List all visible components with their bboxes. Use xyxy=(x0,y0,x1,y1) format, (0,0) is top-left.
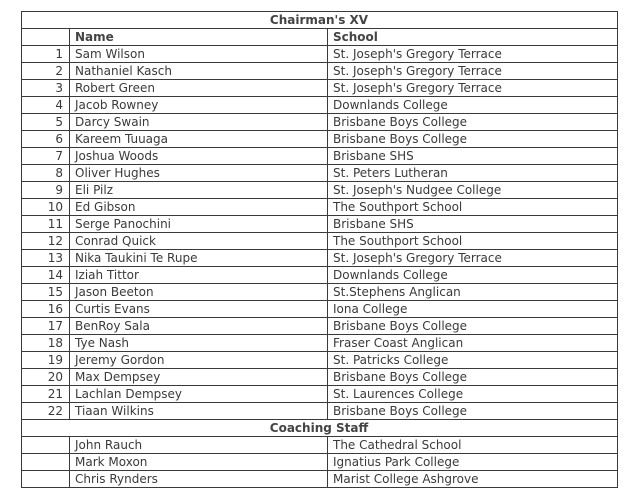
player-name: Jason Beeton xyxy=(70,284,328,301)
coach-row xyxy=(22,471,618,488)
player-school: Brisbane Boys College xyxy=(328,403,618,420)
coaching-title-row xyxy=(22,420,618,437)
player-row xyxy=(22,114,618,131)
player-name: Jacob Rowney xyxy=(70,97,328,114)
player-name: Robert Green xyxy=(70,80,328,97)
coach-school: Marist College Ashgrove xyxy=(328,471,618,488)
player-row xyxy=(22,369,618,386)
coach-school: Ignatius Park College xyxy=(328,454,618,471)
player-school: Brisbane Boys College xyxy=(328,131,618,148)
player-row xyxy=(22,46,618,63)
player-number: 13 xyxy=(22,250,70,267)
player-name: Nathaniel Kasch xyxy=(70,63,328,80)
player-number: 21 xyxy=(22,386,70,403)
coach-row xyxy=(22,454,618,471)
player-row xyxy=(22,199,618,216)
player-name: Kareem Tuuaga xyxy=(70,131,328,148)
player-name: Sam Wilson xyxy=(70,46,328,63)
player-row xyxy=(22,250,618,267)
player-school: St. Laurences College xyxy=(328,386,618,403)
player-row xyxy=(22,352,618,369)
player-name: Eli Pilz xyxy=(70,182,328,199)
player-name: Conrad Quick xyxy=(70,233,328,250)
player-school: Brisbane SHS xyxy=(328,148,618,165)
player-name: Curtis Evans xyxy=(70,301,328,318)
player-number: 8 xyxy=(22,165,70,182)
coach-name: Mark Moxon xyxy=(70,454,328,471)
player-name: Serge Panochini xyxy=(70,216,328,233)
player-row xyxy=(22,148,618,165)
player-name: BenRoy Sala xyxy=(70,318,328,335)
coach-number xyxy=(22,454,70,471)
player-row xyxy=(22,131,618,148)
player-row xyxy=(22,403,618,420)
player-school: The Southport School xyxy=(328,199,618,216)
player-name: Ed Gibson xyxy=(70,199,328,216)
player-school: Fraser Coast Anglican xyxy=(328,335,618,352)
column-header-row xyxy=(22,29,618,46)
header-name: Name xyxy=(70,29,328,46)
player-row xyxy=(22,182,618,199)
player-number: 3 xyxy=(22,80,70,97)
player-row xyxy=(22,284,618,301)
table-title: Chairman's XV xyxy=(22,12,618,29)
player-school: Downlands College xyxy=(328,267,618,284)
player-school: The Southport School xyxy=(328,233,618,250)
player-name: Iziah Tittor xyxy=(70,267,328,284)
player-number: 17 xyxy=(22,318,70,335)
player-number: 16 xyxy=(22,301,70,318)
player-name: Darcy Swain xyxy=(70,114,328,131)
player-name: Nika Taukini Te Rupe xyxy=(70,250,328,267)
player-school: Brisbane Boys College xyxy=(328,318,618,335)
player-number: 2 xyxy=(22,63,70,80)
player-school: St. Joseph's Gregory Terrace xyxy=(328,63,618,80)
player-row xyxy=(22,165,618,182)
player-name: Oliver Hughes xyxy=(70,165,328,182)
player-number: 9 xyxy=(22,182,70,199)
player-row xyxy=(22,80,618,97)
player-name: Max Dempsey xyxy=(70,369,328,386)
player-school: Brisbane SHS xyxy=(328,216,618,233)
coaching-staff-title: Coaching Staff xyxy=(22,420,618,437)
player-number: 5 xyxy=(22,114,70,131)
player-name: Jeremy Gordon xyxy=(70,352,328,369)
player-number: 6 xyxy=(22,131,70,148)
player-school: Brisbane Boys College xyxy=(328,114,618,131)
player-number: 10 xyxy=(22,199,70,216)
coach-school: The Cathedral School xyxy=(328,437,618,454)
player-row xyxy=(22,335,618,352)
player-number: 4 xyxy=(22,97,70,114)
coach-row xyxy=(22,437,618,454)
coach-number xyxy=(22,471,70,488)
player-name: Tiaan Wilkins xyxy=(70,403,328,420)
player-number: 18 xyxy=(22,335,70,352)
player-number: 14 xyxy=(22,267,70,284)
coaches-body xyxy=(22,420,618,488)
player-name: Tye Nash xyxy=(70,335,328,352)
player-school: Iona College xyxy=(328,301,618,318)
player-number: 1 xyxy=(22,46,70,63)
player-row xyxy=(22,233,618,250)
players-body xyxy=(22,46,618,420)
player-school: St. Joseph's Nudgee College xyxy=(328,182,618,199)
player-school: St. Patricks College xyxy=(328,352,618,369)
player-row xyxy=(22,267,618,284)
coach-name: Chris Rynders xyxy=(70,471,328,488)
player-school: St.Stephens Anglican xyxy=(328,284,618,301)
player-row xyxy=(22,63,618,80)
player-number: 7 xyxy=(22,148,70,165)
player-name: Lachlan Dempsey xyxy=(70,386,328,403)
coach-name: John Rauch xyxy=(70,437,328,454)
player-number: 11 xyxy=(22,216,70,233)
coach-number xyxy=(22,437,70,454)
player-school: St. Joseph's Gregory Terrace xyxy=(328,80,618,97)
player-school: St. Peters Lutheran xyxy=(328,165,618,182)
player-school: Downlands College xyxy=(328,97,618,114)
player-number: 22 xyxy=(22,403,70,420)
player-school: St. Joseph's Gregory Terrace xyxy=(328,46,618,63)
player-row xyxy=(22,386,618,403)
player-row xyxy=(22,97,618,114)
player-school: St. Joseph's Gregory Terrace xyxy=(328,250,618,267)
player-number: 19 xyxy=(22,352,70,369)
player-number: 15 xyxy=(22,284,70,301)
title-row xyxy=(22,12,618,29)
player-number: 12 xyxy=(22,233,70,250)
header-school: School xyxy=(328,29,618,46)
chairmans-xv-table xyxy=(21,11,618,488)
player-number: 20 xyxy=(22,369,70,386)
player-name: Joshua Woods xyxy=(70,148,328,165)
player-row xyxy=(22,301,618,318)
player-row xyxy=(22,216,618,233)
header-number xyxy=(22,29,70,46)
player-row xyxy=(22,318,618,335)
player-school: Brisbane Boys College xyxy=(328,369,618,386)
